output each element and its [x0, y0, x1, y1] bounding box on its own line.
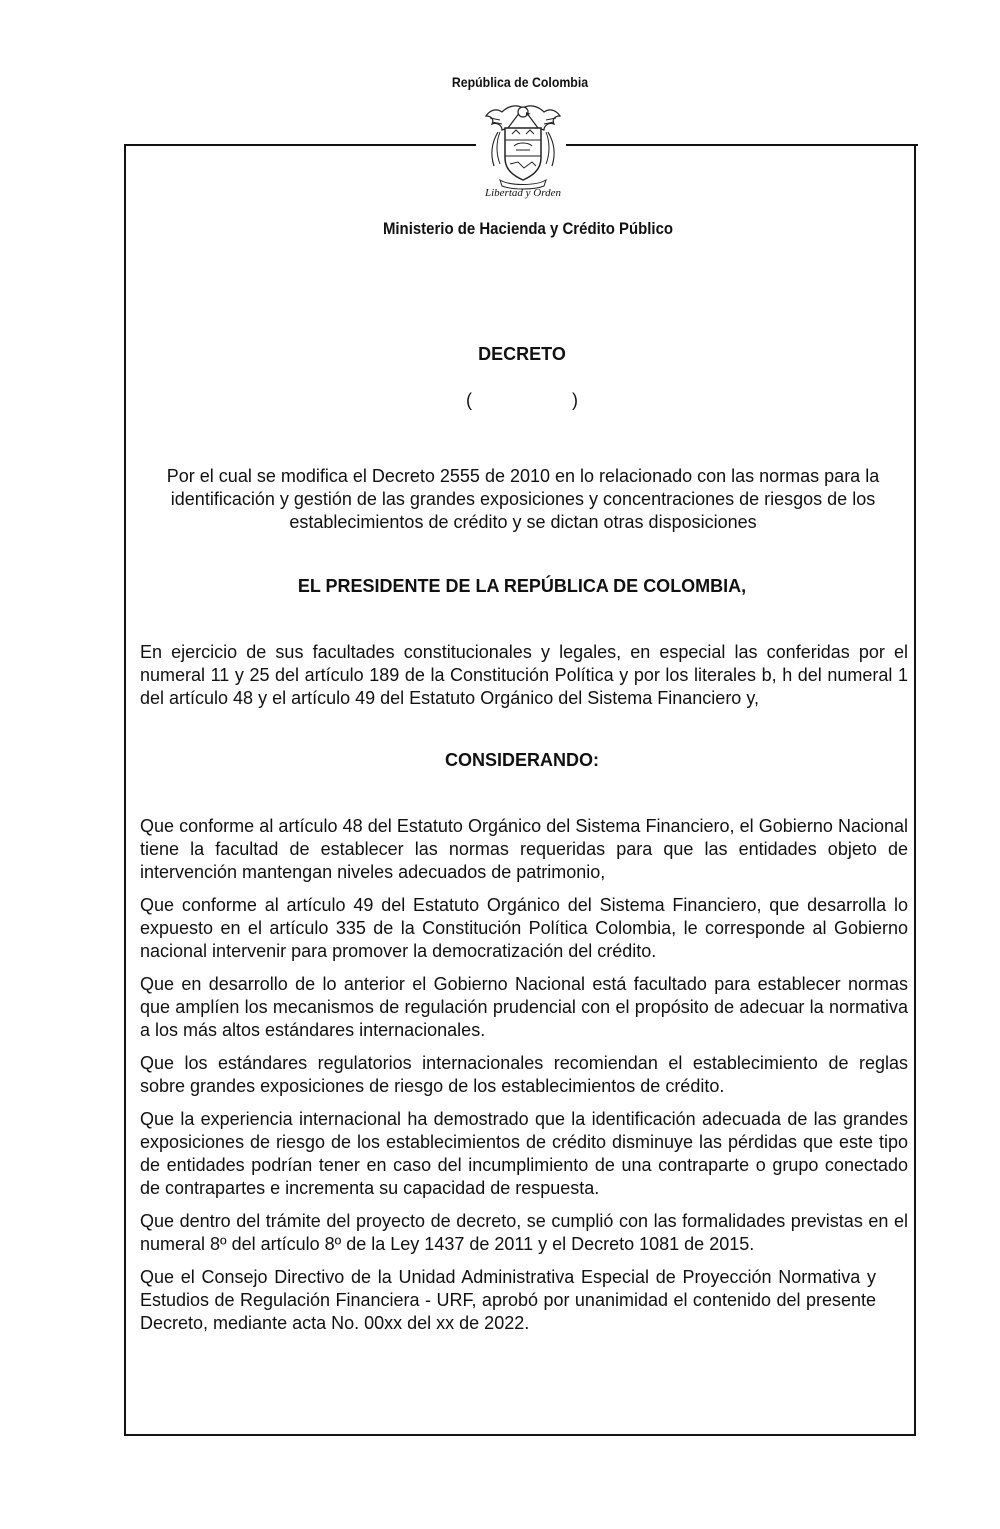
legal-powers-paragraph: En ejercicio de sus facultades constitucionales y legales, en especial las conferidas por el numeral 11 y 25 del artículo 189 de la Constitución Política y por los literales b, h del numeral 1 del artículo 48 y el artículo 49 del Estatuto Orgánico del Sistema Financiero y, [140, 642, 908, 708]
decree-number: ( ) [465, 390, 578, 410]
issuer-heading: EL PRESIDENTE DE LA REPÚBLICA DE COLOMBIA, [297, 576, 747, 596]
consideration-paragraph: Que en desarrollo de lo anterior el Gobierno Nacional está facultado para establecer normas que amplíen los mecanismos de regulación prudencial con el propósito de adecuar la normativa a los más altos estándares internacionales. [140, 974, 908, 1040]
header-country: República de Colombia [451, 74, 589, 90]
consideration-paragraph: Que la experiencia internacional ha demostrado que la identificación adecuada de las grandes exposiciones de riesgo de los establecimientos de crédito disminuye las pérdidas que este tipo de entidades podrían tener en caso del incumplimiento de una contraparte o grupo conectado de contrapartes e incrementa su capacidad de respuesta. [140, 1109, 908, 1198]
motto: Libertad y Orden [485, 187, 561, 199]
ministry-name: Ministerio de Hacienda y Crédito Público [382, 219, 674, 238]
decree-title: DECRETO [478, 344, 566, 364]
considering-heading: CONSIDERANDO: [444, 750, 599, 770]
consideration-paragraph: Que el Consejo Directivo de la Unidad Administrativa Especial de Proyección Normativa y Estudios de Regulación Financiera - URF, aprobó por unanimidad el contenido del presente Decreto, mediante acta No. 00xx del xx de 2022. [140, 1267, 876, 1333]
consideration-paragraph: Que los estándares regulatorios internacionales recomiendan el establecimiento de reglas sobre grandes exposiciones de riesgo de los establecimientos de crédito. [140, 1053, 908, 1096]
consideration-paragraph: Que conforme al artículo 49 del Estatuto Orgánico del Sistema Financiero, que desarrolla lo expuesto en el artículo 335 de la Constitución Política Colombia, le corresponde al Gobierno nacional intervenir para promover la democratización del crédito. [140, 895, 908, 961]
decree-subject: Por el cual se modifica el Decreto 2555 de 2010 en lo relacionado con las normas para la identificación y gestión de las grandes exposiciones y concentraciones de riesgos de los establecimientos de crédito y se dictan otras disposiciones [166, 466, 880, 532]
considerations-list [140, 815, 908, 1345]
consideration-paragraph: Que dentro del trámite del proyecto de decreto, se cumplió con las formalidades previstas en el numeral 8º del artículo 8º de la Ley 1437 de 2011 y el Decreto 1081 de 2015. [140, 1211, 908, 1254]
consideration-paragraph: Que conforme al artículo 48 del Estatuto Orgánico del Sistema Financiero, el Gobierno Nacional tiene la facultad de establecer las normas requeridas para que las entidades objeto de intervención mantengan niveles adecuados de patrimonio, [140, 816, 908, 882]
